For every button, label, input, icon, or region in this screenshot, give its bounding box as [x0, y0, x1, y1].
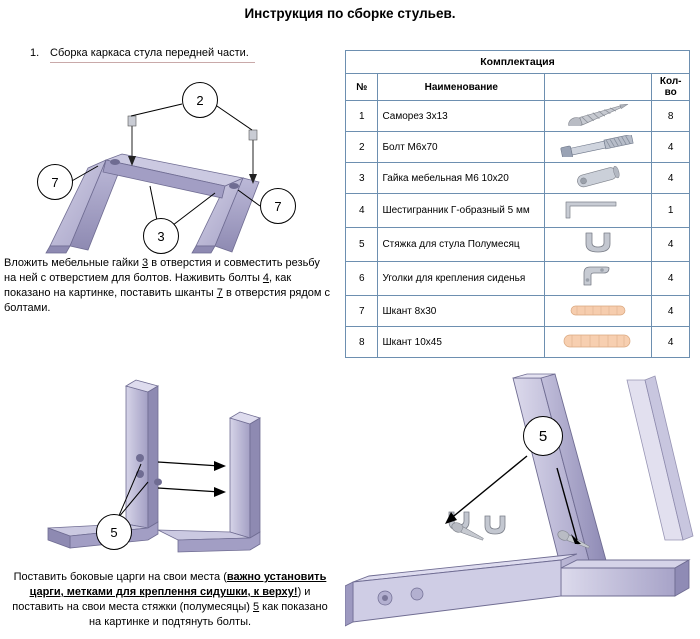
- row-1-num: 1: [346, 101, 378, 132]
- callout-7-left: [37, 164, 73, 200]
- table-header-image: [545, 74, 652, 101]
- figure-side-rails-svg: [8, 378, 338, 568]
- caption-1-line1-b: в отверстия и совместить резьбу на: [4, 257, 320, 284]
- page-title: Инструкция по сборке стульев.: [244, 6, 456, 21]
- caption-1-line1-a: Вложить мебельные гайки: [4, 257, 143, 269]
- row-5-name: Стяжка для стула Полумесяц: [378, 228, 545, 262]
- screw-icon: [545, 101, 652, 132]
- parts-table: [345, 50, 690, 358]
- caption-1-line2-a: ней с отверстием для болтов. Наживить болты: [19, 272, 263, 284]
- caption-2-ref-5: 5: [253, 601, 260, 613]
- bolt-icon: [545, 132, 652, 163]
- angle-bracket-icon: [545, 262, 652, 296]
- table-row: [346, 132, 690, 163]
- table-row: [346, 101, 690, 132]
- row-8-num: 8: [346, 327, 378, 358]
- table-header-row: [346, 74, 690, 101]
- row-4-qty: 1: [652, 194, 690, 228]
- row-5-num: 5: [346, 228, 378, 262]
- caption-2-line1-a: Поставить боковые царги на свои места (: [13, 571, 227, 583]
- caption-2-line2-b: ) и: [297, 586, 311, 598]
- caption-2-line3-a: поставить на свои места стяжки (полумесяцы): [12, 601, 253, 613]
- row-3-num: 3: [346, 163, 378, 194]
- caption-step-2: [10, 570, 330, 630]
- row-2-qty: 4: [652, 132, 690, 163]
- row-8-qty: 4: [652, 327, 690, 358]
- crescent-bracket-icon: [545, 228, 652, 262]
- row-7-qty: 4: [652, 296, 690, 327]
- row-4-num: 4: [346, 194, 378, 228]
- row-6-num: 6: [346, 262, 378, 296]
- dowel-small-icon: [545, 296, 652, 327]
- table-caption: Комплектация: [346, 51, 690, 74]
- caption-1-ref-4: 4: [262, 272, 270, 284]
- callout-2: [182, 82, 218, 118]
- callout-5-right: [523, 416, 563, 456]
- caption-step-1: [4, 256, 334, 316]
- row-1-name: Саморез 3х13: [378, 101, 545, 132]
- table-row: [346, 296, 690, 327]
- table-row: [346, 327, 690, 358]
- row-5-qty: 4: [652, 228, 690, 262]
- callout-5-left: [96, 514, 132, 550]
- table-header-name: Наименование: [378, 74, 545, 101]
- row-8-name: Шкант 10х45: [378, 327, 545, 358]
- table-row: [346, 163, 690, 194]
- table-row: [346, 228, 690, 262]
- step-1-label: Сборка каркаса стула передней части.: [50, 47, 249, 59]
- step-1-number: 1.: [30, 47, 40, 59]
- callout-7-left-text: 7: [51, 174, 59, 190]
- callout-3-text: 3: [157, 228, 165, 244]
- caption-2-line2-bold: царги, метками для креплення сидушки, к верху!: [29, 586, 298, 598]
- figure-assembly-detail-svg: [345, 372, 695, 634]
- figure-front-frame: [10, 60, 335, 255]
- row-2-name: Болт М6х70: [378, 132, 545, 163]
- barrel-nut-icon: [545, 163, 652, 194]
- table-row: [346, 262, 690, 296]
- callout-2-text: 2: [196, 92, 204, 108]
- callout-7-right-text: 7: [274, 198, 282, 214]
- row-7-name: Шкант 8х30: [378, 296, 545, 327]
- row-6-name: Уголки для крепления сиденья: [378, 262, 545, 296]
- row-3-name: Гайка мебельная М6 10х20: [378, 163, 545, 194]
- row-4-name: Шестигранник Г-образный 5 мм: [378, 194, 545, 228]
- callout-5-left-text: 5: [110, 524, 118, 540]
- row-3-qty: 4: [652, 163, 690, 194]
- caption-2-line3-b: как показано на: [88, 601, 328, 628]
- row-7-num: 7: [346, 296, 378, 327]
- caption-1-ref-7: 7: [216, 287, 223, 299]
- caption-1-line3-a: картинке, поставить шканты: [68, 287, 217, 299]
- figure-side-rails: [8, 378, 338, 568]
- row-2-num: 2: [346, 132, 378, 163]
- caption-2-line4: картинке и подтянуть болты.: [104, 616, 252, 628]
- table-caption-row: [346, 51, 690, 74]
- table-header-qty: Кол-во: [652, 74, 690, 101]
- figure-assembly-detail: [345, 372, 695, 634]
- callout-5-right-text: 5: [538, 427, 548, 445]
- callout-3: [143, 218, 179, 254]
- row-1-qty: 8: [652, 101, 690, 132]
- caption-1-line2-b: , как показано на: [4, 272, 292, 299]
- dowel-large-icon: [545, 327, 652, 358]
- caption-1-ref-3: 3: [142, 257, 149, 269]
- table-row: [346, 194, 690, 228]
- table-header-num: №: [346, 74, 378, 101]
- callout-7-right: [260, 188, 296, 224]
- caption-1-line3-b: в отверстия рядом с болтами.: [4, 287, 331, 314]
- caption-2-line1-bold: важно установить: [226, 571, 327, 583]
- hex-key-icon: [545, 194, 652, 228]
- row-6-qty: 4: [652, 262, 690, 296]
